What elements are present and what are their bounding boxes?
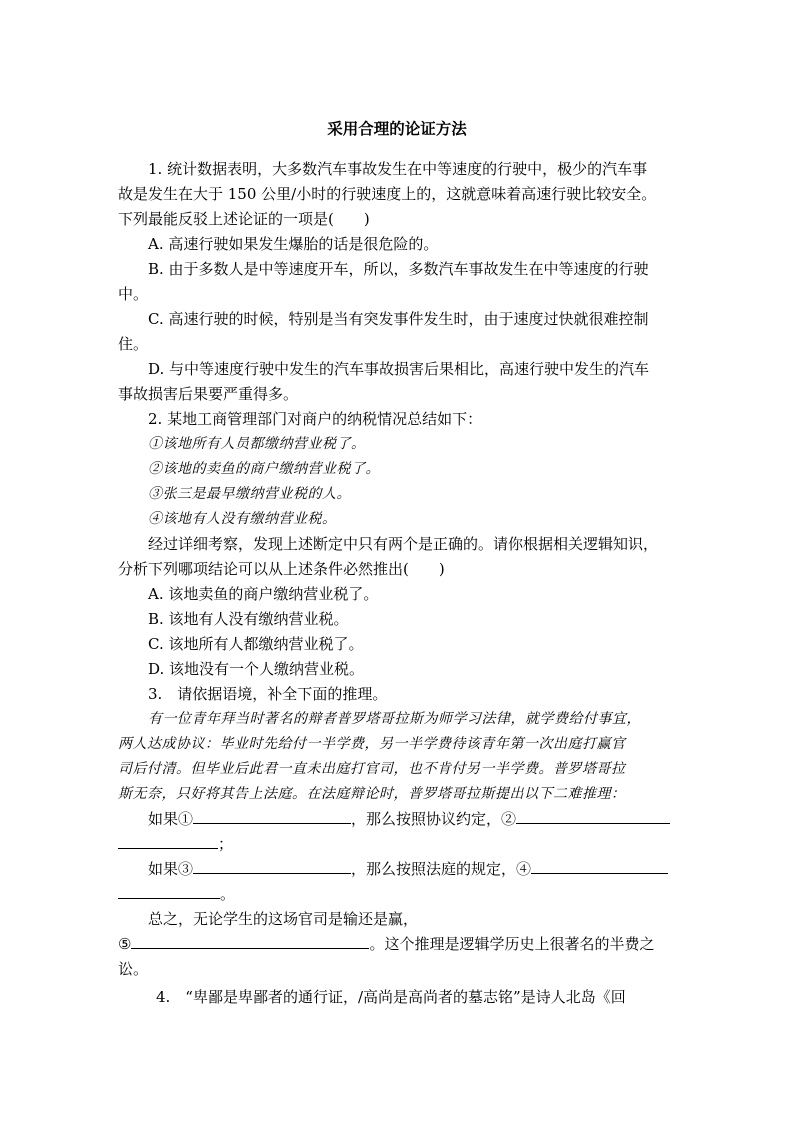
q3-if2-end: 。 (220, 885, 236, 903)
q3-if1-middle: ，那么按照协议约定，② (351, 810, 517, 828)
q1-stem-line-3: 下列最能反驳上述论证的一项是( ) (118, 210, 370, 228)
q4-stem: 4. “卑鄙是卑鄙者的通行证，/高尚是高尚者的墓志铭”是诗人北岛《回 (156, 988, 626, 1006)
q3-if1-prefix: 如果① (148, 810, 194, 828)
q2-statement-2: ②该地的卖鱼的商户缴纳营业税了。 (148, 461, 380, 477)
q3-if-line-2 (118, 857, 680, 882)
q2-option-b: B. 该地有人没有缴纳营业税。 (148, 610, 349, 628)
blank-5-field[interactable] (131, 934, 369, 949)
page-title: 采用合理的论证方法 (327, 120, 467, 138)
q2-option-d: D. 该地没有一个人缴纳营业税。 (148, 660, 365, 678)
q3-summary-line-3: 讼。 (118, 960, 149, 978)
q3-if-line-1-cont (118, 832, 680, 857)
q2-statement-3: ③张三是最早缴纳营业税的人。 (148, 486, 351, 502)
q3-if-line-1 (118, 807, 680, 832)
q2-statement-4: ④该地有人没有缴纳营业税。 (148, 511, 337, 527)
blank-2-field[interactable] (516, 809, 670, 824)
q3-if1-end: ； (218, 835, 234, 853)
q3-story-line-3: 司后付清。但毕业后此君一直未出庭打官司，也不肯付另一半学费。普罗塔哥拉 (118, 761, 626, 777)
q2-stem: 2. 某地工商管理部门对商户的纳税情况总结如下： (148, 410, 483, 428)
q1-option-c-line-1: C. 高速行驶的时候，特别是当有突发事件发生时，由于速度过快就很难控制 (148, 310, 649, 328)
q3-summary-post: 。这个推理是逻辑学历史上很著名的半费之 (369, 935, 655, 953)
q1-option-d-line-1: D. 与中等速度行驶中发生的汽车事故损害后果相比，高速行驶中发生的汽车 (148, 360, 650, 378)
q3-summary-prefix: ⑤ (118, 935, 132, 953)
q3-story-line-4: 斯无奈，只好将其告上法庭。在法庭辩论时，普罗塔哥拉斯提出以下二难推理： (118, 786, 626, 802)
q1-option-b-line-1: B. 由于多数人是中等速度开车，所以，多数汽车事故发生在中等速度的行驶 (148, 260, 649, 278)
q3-summary-line-1: 总之，无论学生的这场官司是输还是赢， (148, 910, 419, 928)
q3-if-line-2-cont (118, 882, 680, 907)
q3-stem: 3. 请依据语境，补全下面的推理。 (148, 685, 388, 703)
q2-ask-line-2: 分析下列哪项结论可以从上述条件必然推出( ) (118, 560, 445, 578)
q3-story-line-2: 两人达成协议：毕业时先给付一半学费，另一半学费待该青年第一次出庭打赢官 (118, 736, 626, 752)
q1-option-c-line-2: 住。 (118, 335, 149, 353)
q3-summary-line-2 (118, 932, 680, 957)
q1-option-d-line-2: 事故损害后果要严重得多。 (118, 385, 299, 403)
q2-option-c: C. 该地所有人都缴纳营业税了。 (148, 635, 364, 653)
blank-1-field[interactable] (193, 809, 351, 824)
blank-4-field-continued[interactable] (118, 884, 220, 899)
q2-ask-line-1: 经过详细考察，发现上述断定中只有两个是正确的。请你根据相关逻辑知识， (148, 535, 659, 553)
q2-statement-1: ①该地所有人员都缴纳营业税了。 (148, 436, 366, 452)
q1-option-b-line-2: 中。 (118, 285, 149, 303)
q1-stem-line-2: 故是发生在大于 150 公里/小时的行驶速度上的，这就意味着高速行驶比较安全。 (118, 185, 657, 203)
blank-2-field-continued[interactable] (118, 834, 218, 849)
q3-if2-middle: ，那么按照法庭的规定，④ (351, 860, 532, 878)
q3-story-line-1: 有一位青年拜当时著名的辩者普罗塔哥拉斯为师学习法律，就学费给付事宜， (148, 711, 641, 727)
blank-4-field[interactable] (531, 859, 668, 874)
q1-stem-line-1: 1. 统计数据表明，大多数汽车事故发生在中等速度的行驶中，极少的汽车事 (148, 160, 648, 178)
blank-3-field[interactable] (193, 859, 351, 874)
q2-option-a: A. 该地卖鱼的商户缴纳营业税了。 (148, 585, 379, 603)
q3-if2-prefix: 如果③ (148, 860, 194, 878)
q1-option-a: A. 高速行驶如果发生爆胎的话是很危险的。 (148, 235, 439, 253)
